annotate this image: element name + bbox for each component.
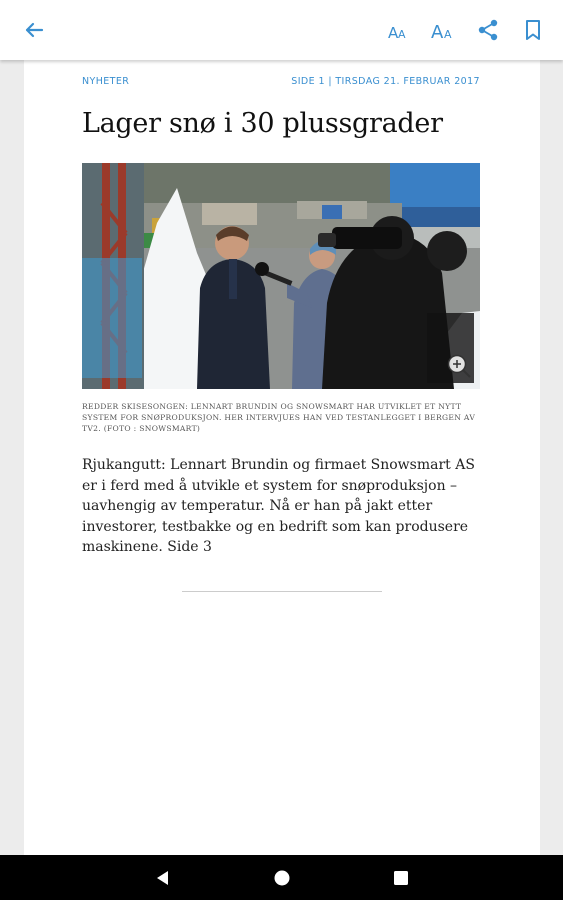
divider bbox=[182, 591, 382, 592]
svg-text:A: A bbox=[398, 28, 406, 41]
article-page bbox=[24, 60, 540, 855]
nav-back-icon[interactable] bbox=[152, 867, 174, 889]
svg-text:A: A bbox=[388, 24, 399, 42]
system-nav-bar bbox=[0, 855, 563, 900]
svg-text:A: A bbox=[431, 22, 444, 43]
share-icon[interactable] bbox=[473, 15, 503, 45]
svg-text:A: A bbox=[444, 28, 452, 41]
photo-caption: REDDER SKISESONGEN: LENNART BRUNDIN OG SNOWSMART HAR UTVIKLET ET NYTT SYSTEM FOR SNØPRODUKSJON. HER INTERVJUES HAN VED TESTANLEGGET I BERGEN AV TV2. (FOTO : SNOWSMART) bbox=[82, 402, 476, 433]
nav-recents-icon[interactable] bbox=[390, 867, 412, 889]
article-headline: Lager snø i 30 plussgrader bbox=[82, 108, 443, 139]
article-photo[interactable] bbox=[82, 163, 480, 389]
zoom-in-icon[interactable] bbox=[446, 353, 472, 379]
bookmark-icon[interactable] bbox=[518, 15, 548, 45]
arrow-left-icon[interactable] bbox=[19, 15, 49, 45]
section-label: NYHETER bbox=[82, 76, 130, 87]
article-lead: Rjukangutt: Lennart Brundin og firmaet Snowsmart AS er i ferd med å utvikle et system for snøproduksjon – uavhengig av temperatur. Nå er han på jakt etter investorer, testbakke og en bedrift som kan produsere maskinene. Side 3 bbox=[82, 457, 475, 555]
text-size-small-icon[interactable] bbox=[383, 15, 413, 45]
app-bar bbox=[0, 0, 563, 60]
nav-home-icon[interactable] bbox=[271, 867, 293, 889]
text-size-large-icon[interactable] bbox=[428, 15, 458, 45]
page-date-label: SIDE 1 | TIRSDAG 21. FEBRUAR 2017 bbox=[291, 76, 480, 87]
